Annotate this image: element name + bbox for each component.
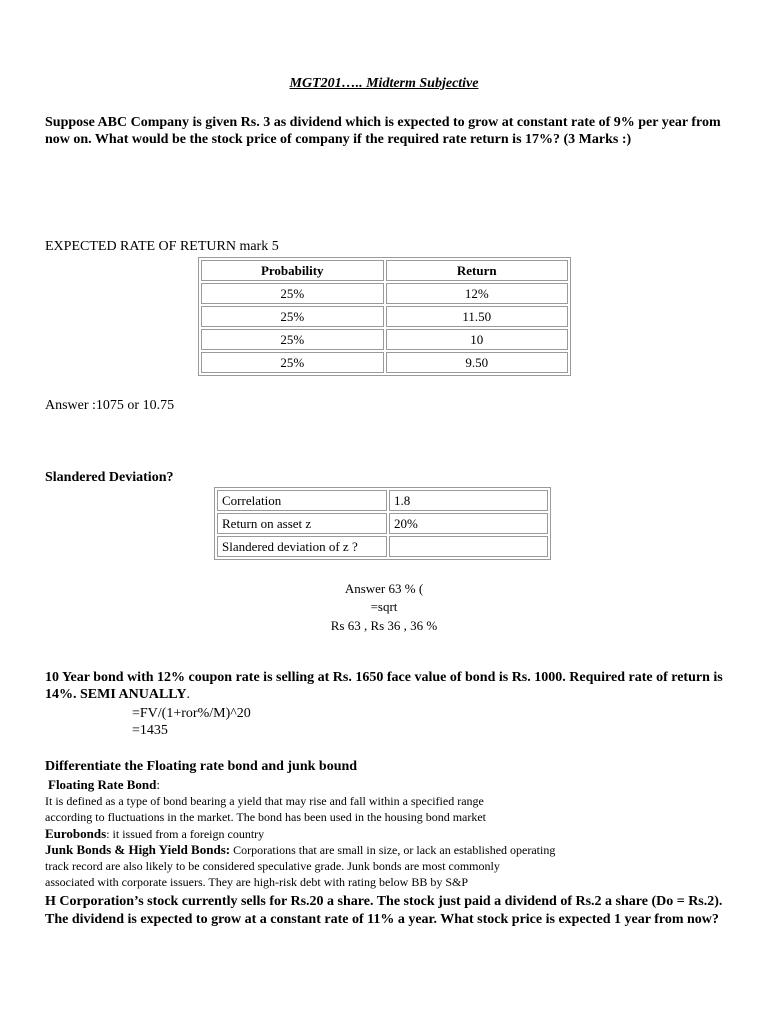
- return-cell: 11.50: [386, 306, 569, 327]
- value-cell: 20%: [389, 513, 548, 534]
- junk-bonds-line-3: associated with corporate issuers. They are high-risk debt with rating below BB by S&P: [45, 875, 469, 889]
- junk-bonds-line-2: track record are also likely to be considered speculative grade. Junk bonds are most commonly: [45, 859, 500, 873]
- std-deviation-heading: Slandered Deviation?: [45, 470, 174, 485]
- column-header-probability: Probability: [201, 260, 384, 281]
- column-header-return: Return: [386, 260, 569, 281]
- probability-cell: 25%: [201, 283, 384, 304]
- table-row: [201, 329, 568, 350]
- std-deviation-table: [214, 487, 551, 560]
- table-row: [201, 352, 568, 373]
- expected-return-table: [198, 257, 571, 376]
- probability-cell: 25%: [201, 329, 384, 350]
- bond-question-period: .: [186, 687, 190, 702]
- junk-bonds-label: Junk Bonds & High Yield Bonds:: [45, 842, 231, 857]
- return-cell: 9.50: [386, 352, 569, 373]
- probability-cell: 25%: [201, 352, 384, 373]
- return-cell: 12%: [386, 283, 569, 304]
- floating-label-colon: :: [156, 777, 160, 792]
- table-row: [217, 490, 548, 511]
- expected-return-heading: EXPECTED RATE OF RETURN mark 5: [45, 239, 279, 254]
- differentiate-heading: Differentiate the Floating rate bond and junk bound: [45, 759, 358, 774]
- label-cell: Correlation: [217, 490, 387, 511]
- junk-bonds-line: [45, 842, 555, 858]
- bond-question-text: 10 Year bond with 12% coupon rate is selling at Rs. 1650 face value of bond is Rs. 1000. Required rate of return is 14%. SEMI ANUALLY: [45, 670, 723, 702]
- junk-bonds-text-1: Corporations that are small in size, or lack an established operating: [230, 843, 556, 857]
- floating-rate-line-1: It is defined as a type of bond bearing a yield that may rise and fall within a specified range: [45, 794, 484, 808]
- eurobonds-line: [45, 826, 264, 842]
- bond-formula: =FV/(1+ror%/M)^20: [132, 706, 251, 721]
- question-bond-value: [45, 669, 725, 703]
- return-cell: 10: [386, 329, 569, 350]
- eurobonds-text: : it issued from a foreign country: [106, 827, 265, 841]
- expected-return-answer: Answer :1075 or 10.75: [45, 398, 175, 413]
- eurobonds-label: Eurobonds: [45, 826, 107, 841]
- value-cell: [389, 536, 548, 557]
- label-cell: Slandered deviation of z ?: [217, 536, 387, 557]
- question-dividend-growth: Suppose ABC Company is given Rs. 3 as dividend which is expected to grow at constant rate of 9% per year from now on. What would be the stock price of company if the required rate return is 17%? (3 Marks :): [45, 115, 721, 147]
- std-answer-line-2: =sqrt: [370, 599, 398, 614]
- bond-result: =1435: [132, 723, 168, 738]
- probability-cell: 25%: [201, 306, 384, 327]
- table-row: [201, 306, 568, 327]
- floating-rate-line-2: according to fluctuations in the market. The bond has been used in the housing bond market: [45, 810, 487, 824]
- value-cell: 1.8: [389, 490, 548, 511]
- std-answer-line-3: Rs 63 , Rs 36 , 36 %: [330, 618, 438, 633]
- label-cell: Return on asset z: [217, 513, 387, 534]
- table-row: [217, 536, 548, 557]
- table-row: [201, 283, 568, 304]
- table-row: [217, 513, 548, 534]
- page-title: MGT201….. Midterm Subjective: [289, 76, 479, 91]
- floating-rate-bond-label: [48, 777, 160, 793]
- floating-label-text: Floating Rate Bond: [48, 777, 157, 792]
- std-answer-line-1: Answer 63 % (: [344, 581, 424, 596]
- question-stock-price: H Corporation’s stock currently sells for Rs.20 a share. The stock just paid a dividend of Rs.2 a share (Do = Rs.2). The dividend is expected to grow at a constant rate of 11% a year. What stock price is expected 1 year from now?: [45, 894, 723, 927]
- table-header-row: [201, 260, 568, 281]
